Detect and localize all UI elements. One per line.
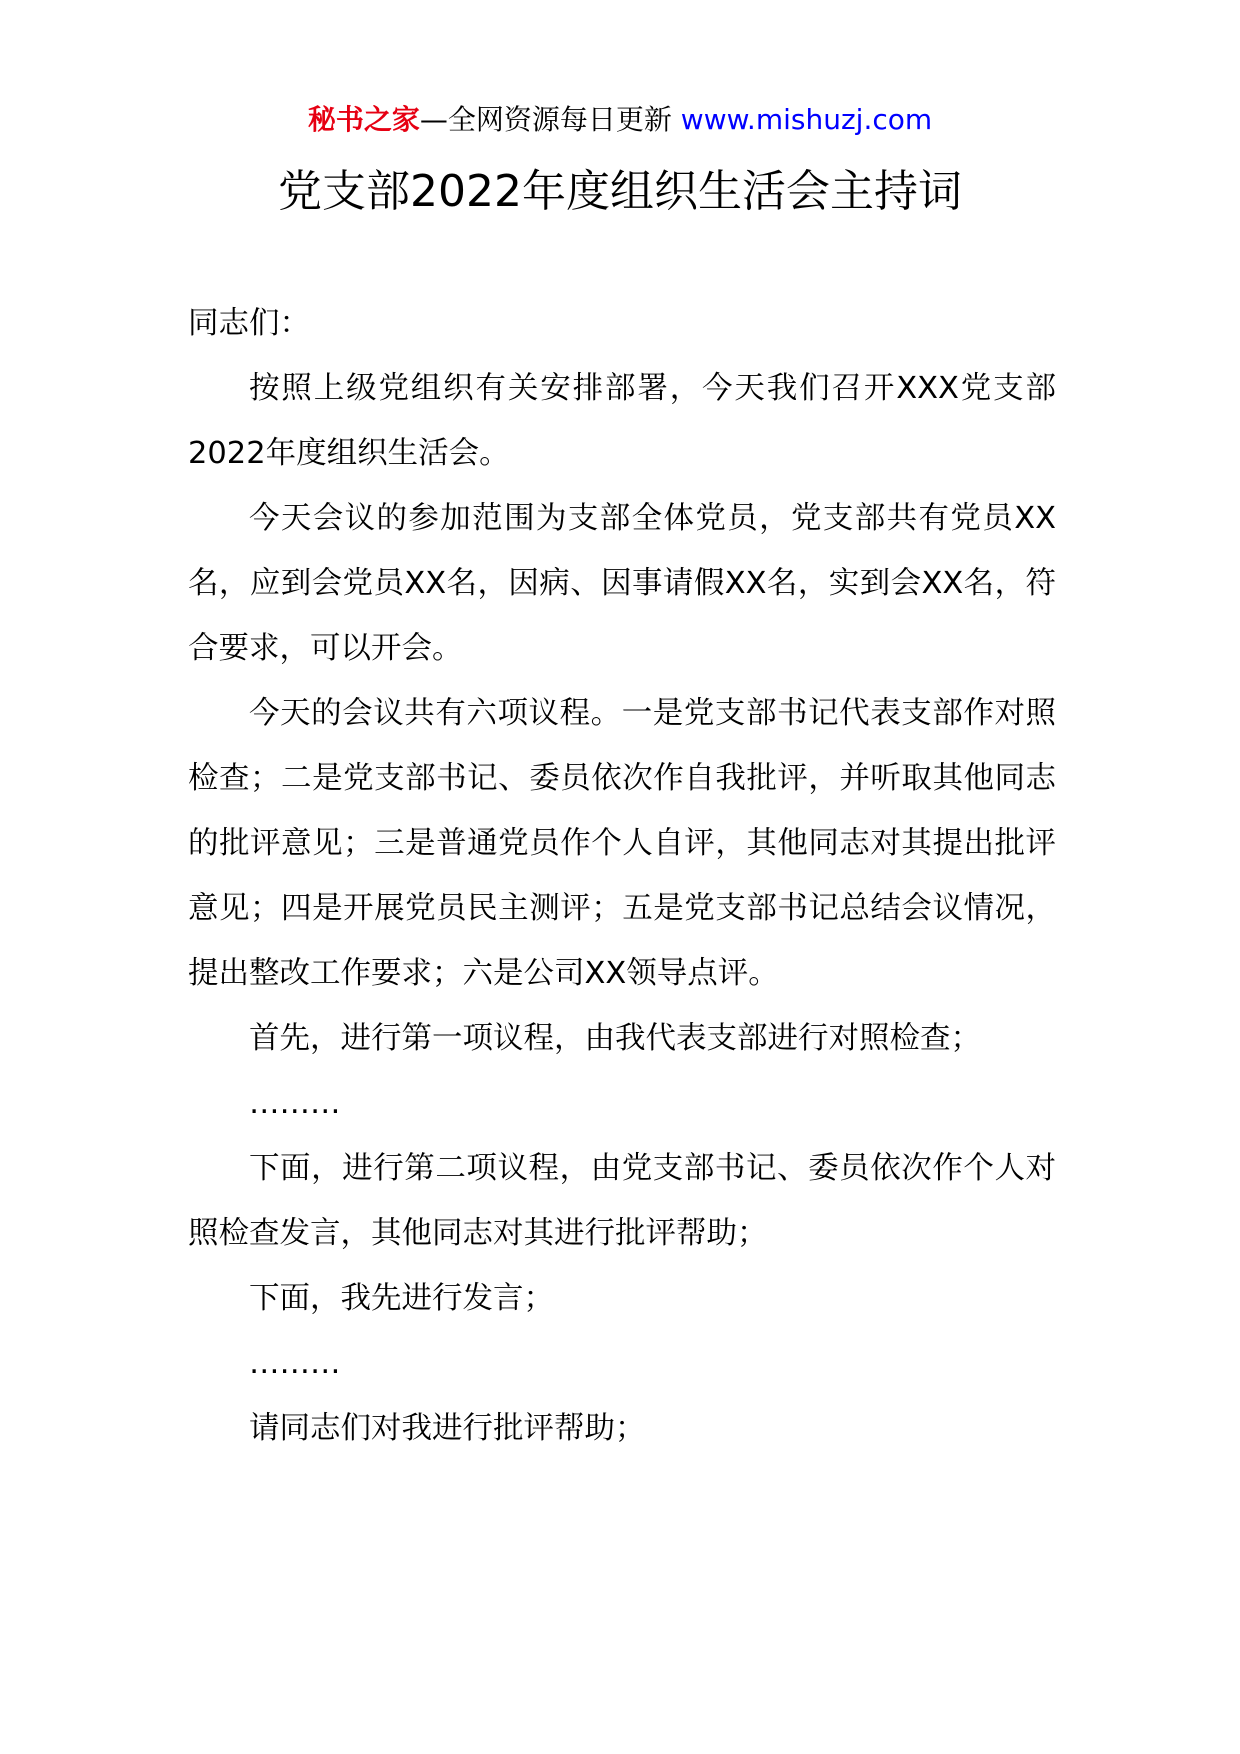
paragraph-second-item: 下面，进行第二项议程，由党支部书记、委员依次作个人对照检查发言，其他同志对其进行批评帮助； [188, 1151, 1056, 1251]
brand-name: 秘书之家 [307, 103, 420, 136]
document-title: 党支部2022年度组织生活会主持词 [278, 166, 962, 217]
paragraph-opening: 按照上级党组织有关安排部署，今天我们召开XXX党支部2022年度组织生活会。 [188, 371, 1056, 471]
paragraph-agenda: 今天的会议共有六项议程。一是党支部书记代表支部作对照检查；二是党支部书记、委员依次作自我批评，并听取其他同志的批评意见；三是普通党员作个人自评，其他同志对其提出批评意见；四是开展党员民主测评；五是党支部书记总结会议情况，提出整改工作要求；六是公司XX领导点评。 [188, 696, 1056, 991]
header-slogan: —全网资源每日更新 [419, 103, 672, 136]
site-url-link[interactable]: www.mishuzj.com [680, 103, 933, 136]
salutation: 同志们： [188, 306, 310, 341]
paragraph-attendance: 今天会议的参加范围为支部全体党员，党支部共有党员XX名，应到会党员XX名，因病、因事请假XX名，实到会XX名，符合要求，可以开会。 [188, 501, 1056, 666]
paragraph-ellipsis: ……… [249, 1346, 341, 1381]
paragraph-first-item: 首先，进行第一项议程，由我代表支部进行对照检查； [249, 1021, 981, 1056]
document-body [188, 291, 1056, 1461]
paragraph-criticism-request: 请同志们对我进行批评帮助； [249, 1411, 646, 1446]
paragraph-speech: 下面，我先进行发言； [249, 1281, 554, 1316]
site-header [0, 100, 1240, 140]
paragraph-ellipsis: ……… [249, 1086, 341, 1121]
